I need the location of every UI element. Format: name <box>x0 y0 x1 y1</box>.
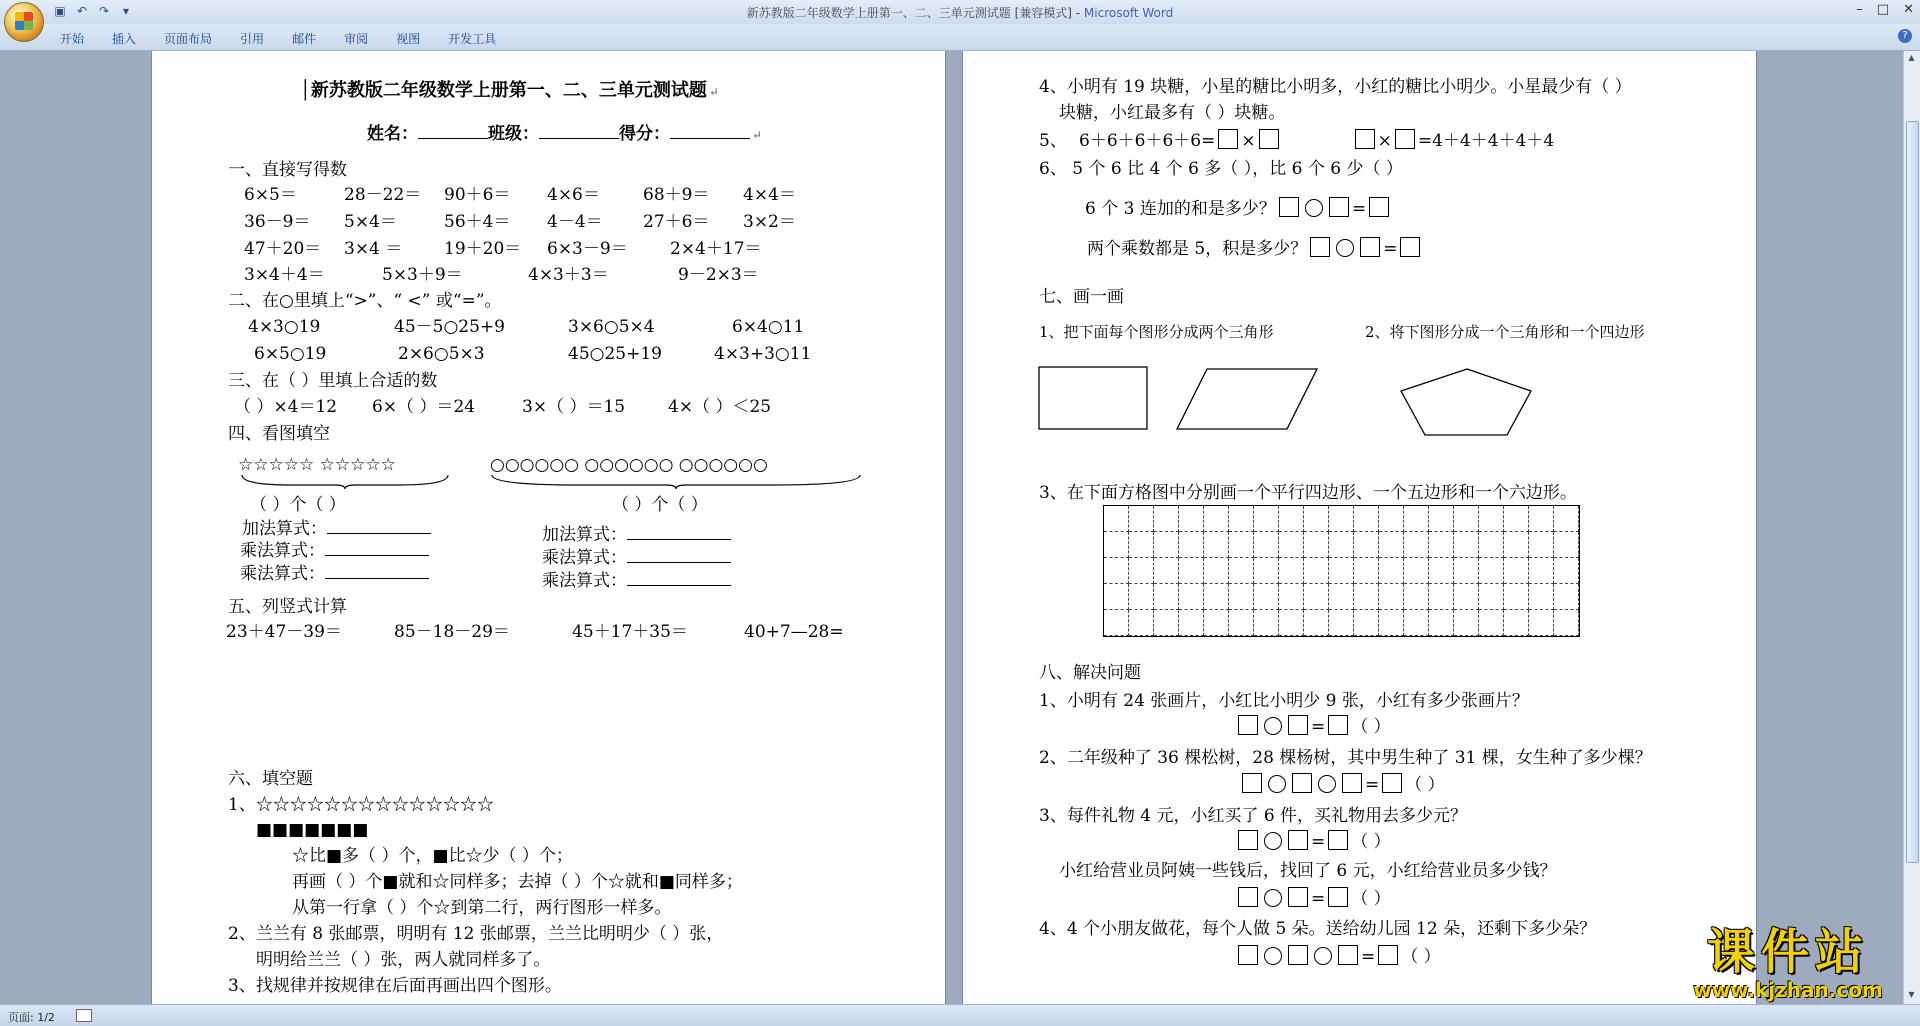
grid-cell[interactable] <box>1379 584 1404 610</box>
grid-cell[interactable] <box>1254 532 1279 558</box>
page-1[interactable] <box>152 51 945 1004</box>
answer-box[interactable] <box>1328 830 1348 850</box>
grid-cell[interactable] <box>1304 506 1329 532</box>
section-2-heading: 二、在○里填上“>”、“ <” 或“=”。 <box>228 291 502 311</box>
grid-cell[interactable] <box>1279 584 1304 610</box>
answer-box[interactable] <box>1342 773 1362 793</box>
s1-row-3: 47＋20＝ 3×4 ＝ 19＋20＝ 6×3－9＝ 2×4＋17＝ <box>244 239 762 259</box>
minimize-icon[interactable]: – <box>1856 2 1863 17</box>
grid-cell[interactable] <box>1479 610 1504 636</box>
grid-cell[interactable] <box>1229 532 1254 558</box>
answer-box[interactable] <box>1328 715 1348 735</box>
office-button[interactable] <box>4 2 44 42</box>
grid-cell[interactable] <box>1504 584 1529 610</box>
parallelogram-shape <box>1177 369 1317 429</box>
site-watermark <box>1668 924 1908 1002</box>
q6-1-c: 从第一行拿（ ）个☆到第二行，两行图形一样多。 <box>292 898 672 918</box>
grid-cell[interactable] <box>1529 506 1554 532</box>
answer-box[interactable] <box>1292 773 1312 793</box>
problem-4: 4、4 个小朋友做花，每个人做 5 朵。送给幼儿园 12 朵，还剩下多少朵？ <box>1039 919 1597 939</box>
grid-cell[interactable] <box>1279 532 1304 558</box>
tab-review[interactable]: 审阅 <box>344 32 369 46</box>
answer-box[interactable] <box>1242 773 1262 793</box>
tab-home[interactable]: 开始 <box>60 32 85 46</box>
undo-icon[interactable]: ↶ <box>76 4 88 18</box>
grid-cell[interactable] <box>1429 610 1454 636</box>
grid-cell[interactable] <box>1204 610 1229 636</box>
tab-developer[interactable]: 开发工具 <box>448 32 497 46</box>
grid-cell[interactable] <box>1304 584 1329 610</box>
s2-row-2: 6×5○19 2×6○5×3 45○25+19 4×3+3○11 <box>254 344 812 364</box>
grid-cell[interactable] <box>1154 506 1179 532</box>
left-add-line: 加法算式： <box>242 519 431 539</box>
grid-cell[interactable] <box>1429 506 1454 532</box>
scroll-up-icon[interactable]: ▲ <box>1908 53 1915 62</box>
answer-box[interactable] <box>1238 887 1258 907</box>
circles-figure: ○○○○○○ ○○○○○○ ○○○○○○ <box>490 455 768 475</box>
redo-icon[interactable]: ↷ <box>98 4 110 18</box>
grid-cell[interactable] <box>1529 584 1554 610</box>
answer-box[interactable] <box>1238 715 1258 735</box>
rectangle-shape <box>1039 367 1147 429</box>
grid-cell[interactable] <box>1504 532 1529 558</box>
grid-cell[interactable] <box>1354 532 1379 558</box>
grid-cell[interactable] <box>1104 584 1129 610</box>
grid-cell[interactable] <box>1179 506 1204 532</box>
q6-3: 3、找规律并按规律在后面再画出四个图形。 <box>228 976 562 996</box>
proofing-icon[interactable] <box>76 1009 92 1022</box>
grid-cell[interactable] <box>1104 610 1129 636</box>
q6-c-line: 两个乘数都是 5，积是多少？ = <box>1087 237 1423 259</box>
grid-cell[interactable] <box>1354 506 1379 532</box>
grid-cell[interactable] <box>1454 610 1479 636</box>
q6-1-b: 再画（ ）个■就和☆同样多；去掉（ ）个☆就和■同样多； <box>292 872 743 892</box>
problem-3: 3、每件礼物 4 元，小红买了 6 件，买礼物用去多少元？ <box>1039 806 1468 826</box>
save-icon[interactable]: ▣ <box>54 4 66 18</box>
vertical-scrollbar[interactable] <box>1903 51 1920 1004</box>
watermark-logo: 课件站 <box>1706 924 1869 980</box>
tab-view[interactable]: 视图 <box>396 32 421 46</box>
grid-cell[interactable] <box>1229 584 1254 610</box>
operator-circle[interactable] <box>1264 717 1282 735</box>
ribbon <box>0 24 1920 51</box>
grid-cell[interactable] <box>1304 558 1329 584</box>
grid-cell[interactable] <box>1454 558 1479 584</box>
section-4-heading: 四、看图填空 <box>228 424 330 444</box>
grid-cell[interactable] <box>1204 506 1229 532</box>
grid-cell[interactable] <box>1329 532 1354 558</box>
grid-cell[interactable] <box>1379 532 1404 558</box>
circles-brace <box>490 473 862 489</box>
grid-cell[interactable] <box>1529 558 1554 584</box>
grid-cell[interactable] <box>1179 532 1204 558</box>
grid-cell[interactable] <box>1479 532 1504 558</box>
answer-box[interactable] <box>1338 945 1358 965</box>
tab-mailings[interactable]: 邮件 <box>292 32 317 46</box>
operator-circle[interactable] <box>1264 889 1282 907</box>
grid-cell[interactable] <box>1529 532 1554 558</box>
grid-cell[interactable] <box>1204 584 1229 610</box>
problem-2-answer: = （ ） <box>1239 773 1445 795</box>
grid-cell[interactable] <box>1179 558 1204 584</box>
q6-line: 6、 5 个 6 比 4 个 6 多（ ），比 6 个 6 少（ ） <box>1039 159 1403 179</box>
q6-1-stars: 1、☆☆☆☆☆☆☆☆☆☆☆☆☆☆ <box>228 795 494 815</box>
answer-box[interactable] <box>1395 129 1415 149</box>
grid-cell[interactable] <box>1504 558 1529 584</box>
page-2[interactable] <box>963 51 1756 1004</box>
stars-brace <box>240 473 450 489</box>
grid-cell[interactable] <box>1354 610 1379 636</box>
grid-cell[interactable] <box>1254 610 1279 636</box>
section-6-heading: 六、填空题 <box>228 769 313 789</box>
grid-cell[interactable] <box>1404 584 1429 610</box>
operator-circle[interactable] <box>1318 775 1336 793</box>
answer-box[interactable] <box>1329 197 1349 217</box>
grid-cell[interactable] <box>1254 584 1279 610</box>
problem-3b: 小红给营业员阿姨一些钱后，找回了 6 元，小红给营业员多少钱？ <box>1059 861 1557 881</box>
grid-cell[interactable] <box>1179 610 1204 636</box>
grid-cell[interactable] <box>1454 584 1479 610</box>
answer-box[interactable] <box>1288 887 1308 907</box>
answer-box[interactable] <box>1369 197 1389 217</box>
s1-row-4: 3×4＋4＝ 5×3＋9＝ 4×3＋3＝ 9－2×3＝ <box>244 265 759 285</box>
shapes-figure <box>1037 365 1597 447</box>
problem-1-answer: = （ ） <box>1235 715 1391 737</box>
grid-cell[interactable] <box>1304 532 1329 558</box>
window-controls <box>1856 2 1914 17</box>
customize-qat-icon[interactable]: ▾ <box>122 4 130 18</box>
grid-cell[interactable] <box>1479 506 1504 532</box>
grid-cell[interactable] <box>1104 532 1129 558</box>
grid-cell[interactable] <box>1504 610 1529 636</box>
grid-cell[interactable] <box>1554 558 1579 584</box>
answer-box[interactable] <box>1259 129 1279 149</box>
grid-cell[interactable] <box>1554 610 1579 636</box>
q6-2-b: 明明给兰兰（ ）张，两人就同样多了。 <box>256 950 551 970</box>
answer-box[interactable] <box>1218 129 1238 149</box>
stars-figure: ☆☆☆☆☆ ☆☆☆☆☆ <box>238 455 396 475</box>
problem-4-answer: = （ ） <box>1235 945 1441 967</box>
help-icon[interactable]: ? <box>1898 29 1912 43</box>
info-line: 姓名： 班级： 得分： ↵ <box>367 124 763 144</box>
page-title: │新苏教版二年级数学上册第一、二、三单元测试题 ↵ <box>300 80 719 101</box>
grid-cell[interactable] <box>1129 506 1154 532</box>
grid-cell[interactable] <box>1554 532 1579 558</box>
close-icon[interactable]: ✕ <box>1903 2 1914 17</box>
s3-row: （ ）×4＝12 6×（ ）＝24 3×（ ）＝15 4×（ ）＜25 <box>234 397 772 417</box>
grid-cell[interactable] <box>1154 610 1179 636</box>
grid-cell[interactable] <box>1204 558 1229 584</box>
office-logo-icon <box>15 12 33 30</box>
answer-box[interactable] <box>1238 830 1258 850</box>
grid-cell[interactable] <box>1379 558 1404 584</box>
q4-line-a: 4、小明有 19 块糖，小星的糖比小明多，小红的糖比小明少。小星最少有（ ） <box>1039 77 1632 97</box>
grid-cell[interactable] <box>1254 558 1279 584</box>
grid-cell[interactable] <box>1429 584 1454 610</box>
q6-1-squares: ■■■■■■■ <box>256 820 369 840</box>
grid-cell[interactable] <box>1129 532 1154 558</box>
app-name: Microsoft Word <box>1083 6 1174 20</box>
operator-circle[interactable] <box>1264 832 1282 850</box>
problem-3-answer: = （ ） <box>1235 830 1391 852</box>
section-1-heading: 一、直接写得数 <box>228 160 347 180</box>
scroll-thumb[interactable] <box>1906 121 1919 863</box>
title-bar <box>0 0 1920 24</box>
grid-cell[interactable] <box>1479 558 1504 584</box>
answer-box[interactable] <box>1238 945 1258 965</box>
square-grid[interactable] <box>1103 505 1580 637</box>
grid-cell[interactable] <box>1404 532 1429 558</box>
grid-cell[interactable] <box>1254 506 1279 532</box>
grid-cell[interactable] <box>1329 558 1354 584</box>
page-indicator[interactable]: 页面: 1/2 <box>8 1011 55 1024</box>
s5-row: 23＋47－39＝ 85－18－29＝ 45＋17＋35＝ 40+7—28= <box>226 622 844 642</box>
q5-line: 5、 6＋6＋6＋6＋6= × × =4＋4＋4＋4＋4 <box>1039 131 1555 151</box>
grid-cell[interactable] <box>1129 584 1154 610</box>
grid-cell[interactable] <box>1329 506 1354 532</box>
grid-cell[interactable] <box>1129 610 1154 636</box>
section-3-heading: 三、在（ ）里填上合适的数 <box>228 371 438 391</box>
grid-cell[interactable] <box>1104 506 1129 532</box>
left-mul-line-1: 乘法算式： <box>240 541 429 561</box>
grid-cell[interactable] <box>1454 506 1479 532</box>
right-mul-line-2: 乘法算式： <box>542 571 731 591</box>
grid-cell[interactable] <box>1154 558 1179 584</box>
pentagon-shape <box>1401 369 1531 435</box>
grid-cell[interactable] <box>1404 558 1429 584</box>
left-mul-line-2: 乘法算式： <box>240 564 429 584</box>
maximize-icon[interactable]: □ <box>1876 2 1890 17</box>
grid-cell[interactable] <box>1554 584 1579 610</box>
grid-cell[interactable] <box>1329 610 1354 636</box>
grid-cell[interactable] <box>1304 610 1329 636</box>
grid-cell[interactable] <box>1229 506 1254 532</box>
answer-box[interactable] <box>1288 945 1308 965</box>
operator-circle[interactable] <box>1314 947 1332 965</box>
grid-cell[interactable] <box>1204 532 1229 558</box>
answer-box[interactable] <box>1378 945 1398 965</box>
grid-cell[interactable] <box>1429 532 1454 558</box>
q6-2-a: 2、兰兰有 8 张邮票，明明有 12 张邮票，兰兰比明明少（ ）张， <box>228 924 724 944</box>
grid-cell[interactable] <box>1379 506 1404 532</box>
grid-cell[interactable] <box>1554 506 1579 532</box>
s2-row-1: 4×3○19 45－5○25+9 3×6○5×4 6×4○11 <box>248 317 805 337</box>
problem-3b-answer: = （ ） <box>1235 887 1391 909</box>
grid-cell[interactable] <box>1429 558 1454 584</box>
tab-insert[interactable]: 插入 <box>112 32 137 46</box>
operator-circle[interactable] <box>1336 239 1354 257</box>
answer-box[interactable] <box>1279 197 1299 217</box>
grid-cell[interactable] <box>1354 558 1379 584</box>
answer-box[interactable] <box>1288 830 1308 850</box>
grid-cell[interactable] <box>1404 610 1429 636</box>
grid-cell[interactable] <box>1529 610 1554 636</box>
stars-paren: （ ）个（ ） <box>250 495 346 515</box>
tab-page-layout[interactable]: 页面布局 <box>164 32 213 46</box>
s1-row-2: 36－9＝ 5×4＝ 56＋4＝ 4－4＝ 27＋6＝ 3×2＝ <box>244 212 796 232</box>
status-bar <box>0 1004 1920 1026</box>
s7-q2: 2、将下图形分成一个三角形和一个四边形 <box>1365 323 1645 341</box>
answer-box[interactable] <box>1355 129 1375 149</box>
grid-cell[interactable] <box>1379 610 1404 636</box>
q6-b-line: 6 个 3 连加的和是多少？ = <box>1085 197 1392 219</box>
grid-cell[interactable] <box>1279 506 1304 532</box>
grid-cell[interactable] <box>1229 558 1254 584</box>
problem-2: 2、二年级种了 36 棵松树，28 棵杨树，其中男生种了 31 棵，女生种了多少棵？ <box>1039 748 1652 768</box>
answer-box[interactable] <box>1310 237 1330 257</box>
operator-circle[interactable] <box>1264 947 1282 965</box>
grid-cell[interactable] <box>1154 532 1179 558</box>
answer-box[interactable] <box>1288 715 1308 735</box>
section-8-heading: 八、解决问题 <box>1039 663 1141 683</box>
answer-box[interactable] <box>1328 887 1348 907</box>
problem-1: 1、小明有 24 张画片，小红比小明少 9 张，小红有多少张画片？ <box>1039 691 1529 711</box>
right-mul-line-1: 乘法算式： <box>542 548 731 568</box>
answer-box[interactable] <box>1382 773 1402 793</box>
document-workspace <box>0 51 1904 1004</box>
grid-cell[interactable] <box>1454 532 1479 558</box>
window-title <box>0 4 1920 21</box>
grid-cell[interactable] <box>1279 558 1304 584</box>
document-title: 新苏教版二年级数学上册第一、二、三单元测试题 [兼容模式] - <box>746 6 1084 20</box>
tab-references[interactable]: 引用 <box>240 32 265 46</box>
grid-cell[interactable] <box>1229 610 1254 636</box>
operator-circle[interactable] <box>1305 199 1323 217</box>
grid-cell[interactable] <box>1129 558 1154 584</box>
q4-line-b: 块糖，小红最多有（ ）块糖。 <box>1059 103 1286 123</box>
s7-q1: 1、把下面每个图形分成两个三角形 <box>1039 323 1274 341</box>
section-5-heading: 五、列竖式计算 <box>228 597 347 617</box>
ribbon-tabs <box>60 30 496 47</box>
grid-cell[interactable] <box>1279 610 1304 636</box>
circles-paren: （ ）个（ ） <box>612 495 708 515</box>
section-7-heading: 七、画一画 <box>1039 287 1124 307</box>
watermark-url: www.kjzhan.com <box>1693 978 1883 1002</box>
grid-cell[interactable] <box>1479 584 1504 610</box>
grid-cell[interactable] <box>1404 506 1429 532</box>
grid-cell[interactable] <box>1329 584 1354 610</box>
grid-cell[interactable] <box>1154 584 1179 610</box>
grid-cell[interactable] <box>1354 584 1379 610</box>
operator-circle[interactable] <box>1268 775 1286 793</box>
answer-box[interactable] <box>1360 237 1380 257</box>
s7-q3: 3、在下面方格图中分别画一个平行四边形、一个五边形和一个六边形。 <box>1039 483 1577 503</box>
right-add-line: 加法算式： <box>542 525 731 545</box>
grid-cell[interactable] <box>1104 558 1129 584</box>
grid-cell[interactable] <box>1504 506 1529 532</box>
answer-box[interactable] <box>1400 237 1420 257</box>
q6-1-a: ☆比■多（ ）个，■比☆少（ ）个； <box>292 846 573 866</box>
s1-row-1: 6×5＝ 28－22＝ 90＋6＝ 4×6＝ 68＋9＝ 4×4＝ <box>244 185 796 205</box>
grid-cell[interactable] <box>1179 584 1204 610</box>
scroll-down-icon[interactable]: ▼ <box>1908 990 1915 999</box>
